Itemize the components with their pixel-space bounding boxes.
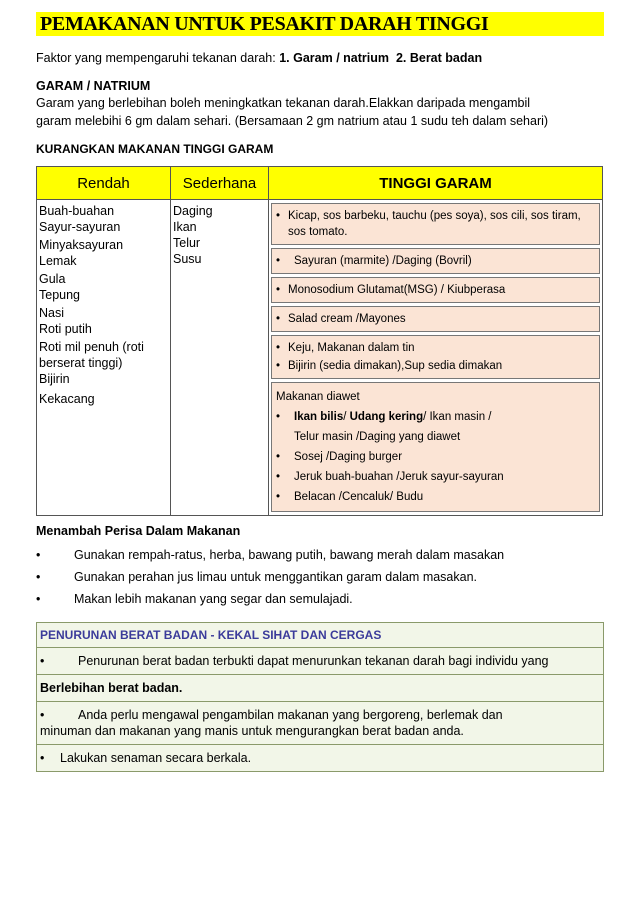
bullet-icon: • bbox=[36, 548, 41, 562]
perisa-item-text: Makan lebih makanan yang segar dan semulajadi. bbox=[74, 592, 353, 606]
perisa-list bbox=[36, 544, 604, 610]
tinggi-item: Sosej /Daging burger bbox=[294, 451, 403, 463]
factor-1: 1. Garam / natrium bbox=[279, 51, 389, 65]
sederhana-column bbox=[171, 200, 269, 516]
factors-lead: Faktor yang mempengaruhi tekanan darah: bbox=[36, 51, 276, 65]
tinggi-item: Belacan /Cencaluk/ Budu bbox=[294, 491, 424, 503]
tinggi-box-diawet bbox=[271, 382, 600, 512]
tinggi-item: Salad cream /Mayones bbox=[288, 313, 406, 325]
bullet-icon: • bbox=[40, 751, 45, 765]
table-body-row bbox=[37, 200, 603, 516]
tinggi-item: Bijirin (sedia dimakan),Sup sedia dimakan bbox=[288, 360, 503, 372]
list-item: Kekacang bbox=[39, 392, 95, 406]
bullet-icon: • bbox=[276, 342, 281, 354]
tinggi-box-sauces bbox=[271, 203, 600, 245]
diawet-heading: Makanan diawet bbox=[276, 391, 360, 403]
garam-heading: GARAM / NATRIUM bbox=[36, 79, 151, 93]
list-item: Sayur-sayuran bbox=[39, 220, 121, 234]
bullet-icon: • bbox=[276, 284, 281, 296]
bullet-icon: • bbox=[276, 471, 281, 483]
page-title: PEMAKANAN UNTUK PESAKIT DARAH TINGGI bbox=[36, 12, 604, 36]
penurunan-row-3 bbox=[37, 745, 603, 771]
factor-2: 2. Berat badan bbox=[395, 51, 483, 65]
header-sederhana: Sederhana bbox=[171, 167, 269, 200]
tinggi-box-keju bbox=[271, 335, 600, 379]
list-item bbox=[36, 588, 604, 610]
diawet-bold-1: Ikan bilis bbox=[294, 411, 344, 423]
kurangkan-heading: KURANGKAN MAKANAN TINGGI GARAM bbox=[36, 142, 274, 156]
diawet-bold-2: Udang kering bbox=[349, 411, 424, 423]
list-item: Ikan bbox=[173, 220, 197, 234]
penurunan-text: minuman dan makanan yang manis untuk mengurangkan berat badan anda. bbox=[40, 724, 464, 738]
bullet-icon: • bbox=[36, 592, 41, 606]
penurunan-bold: Berlebihan berat badan. bbox=[40, 681, 183, 695]
perisa-heading: Menambah Perisa Dalam Makanan bbox=[36, 524, 241, 538]
list-item: Roti mil penuh (roti berserat tinggi) bbox=[39, 340, 144, 370]
list-item bbox=[36, 544, 604, 566]
perisa-item-text: Gunakan rempah-ratus, herba, bawang putih, bawang merah dalam masakan bbox=[74, 548, 505, 562]
garam-line-2: garam melebihi 6 gm dalam sehari. (Bersamaan 2 gm natrium atau 1 sudu teh dalam sehari) bbox=[36, 114, 549, 128]
bullet-icon: • bbox=[276, 255, 281, 267]
list-item: Daging bbox=[173, 204, 213, 218]
bullet-icon: • bbox=[36, 570, 41, 584]
tinggi-item: Sayuran (marmite) /Daging (Bovril) bbox=[294, 255, 472, 267]
penurunan-text: Lakukan senaman secara berkala. bbox=[60, 751, 252, 765]
tinggi-box-msg bbox=[271, 277, 600, 303]
penurunan-text: Anda perlu mengawal pengambilan makanan yang bergoreng, berlemak dan bbox=[78, 708, 503, 722]
bullet-icon: • bbox=[276, 491, 281, 503]
tinggi-item: Kicap, sos barbeku, tauchu (pes soya), sos cili, sos tiram, sos tomato. bbox=[288, 210, 581, 238]
document-page bbox=[36, 12, 604, 772]
list-item: Gula bbox=[39, 272, 66, 286]
bullet-icon: • bbox=[40, 654, 45, 668]
list-item: Tepung bbox=[39, 288, 81, 302]
penurunan-heading: PENURUNAN BERAT BADAN - KEKAL SIHAT DAN CERGAS bbox=[37, 623, 603, 648]
garam-paragraph bbox=[36, 94, 604, 130]
list-item: Nasi bbox=[39, 306, 65, 320]
tinggi-item: Keju, Makanan dalam tin bbox=[288, 342, 415, 354]
bullet-icon: • bbox=[40, 708, 45, 722]
penurunan-row-1 bbox=[37, 648, 603, 675]
factors-line bbox=[36, 50, 604, 66]
list-item: Buah-buahan bbox=[39, 204, 115, 218]
bullet-icon: • bbox=[276, 360, 281, 372]
header-tinggi-garam: TINGGI GARAM bbox=[269, 167, 603, 200]
penurunan-text: Penurunan berat badan terbukti dapat menurunkan tekanan darah bagi individu yang bbox=[78, 654, 549, 668]
penurunan-panel bbox=[36, 622, 604, 772]
list-item: Minyaksayuran bbox=[39, 238, 124, 252]
bullet-icon: • bbox=[276, 210, 281, 222]
list-item: Roti putih bbox=[39, 322, 92, 336]
tinggi-box-marmite bbox=[271, 248, 600, 274]
rendah-column bbox=[37, 200, 171, 516]
salt-level-table bbox=[36, 166, 603, 516]
list-item: Susu bbox=[173, 252, 202, 266]
list-item: Bijirin bbox=[39, 372, 70, 386]
tinggi-box-salad bbox=[271, 306, 600, 332]
perisa-item-text: Gunakan perahan jus limau untuk menggantikan garam dalam masakan. bbox=[74, 570, 478, 584]
diawet-rest: / Ikan masin / bbox=[423, 411, 492, 423]
list-item: Telur bbox=[173, 236, 201, 250]
penurunan-row-1b bbox=[37, 675, 603, 702]
tinggi-garam-column bbox=[269, 200, 603, 516]
garam-line-1: Garam yang berlebihan boleh meningkatkan tekanan darah.Elakkan daripada mengambil bbox=[36, 96, 531, 110]
list-item: Lemak bbox=[39, 254, 77, 268]
bullet-icon: • bbox=[276, 313, 281, 325]
tinggi-item bbox=[288, 407, 595, 427]
tinggi-item: Monosodium Glutamat(MSG) / Kiubperasa bbox=[288, 284, 506, 296]
tinggi-item: Jeruk buah-buahan /Jeruk sayur-sayuran bbox=[294, 471, 504, 483]
table-header-row bbox=[37, 167, 603, 200]
header-rendah: Rendah bbox=[37, 167, 171, 200]
tinggi-item: Telur masin /Daging yang diawet bbox=[294, 431, 461, 443]
bullet-icon: • bbox=[276, 411, 281, 423]
diawet-sep: / bbox=[343, 411, 350, 423]
list-item bbox=[36, 566, 604, 588]
bullet-icon: • bbox=[276, 451, 281, 463]
penurunan-row-2 bbox=[37, 702, 603, 745]
